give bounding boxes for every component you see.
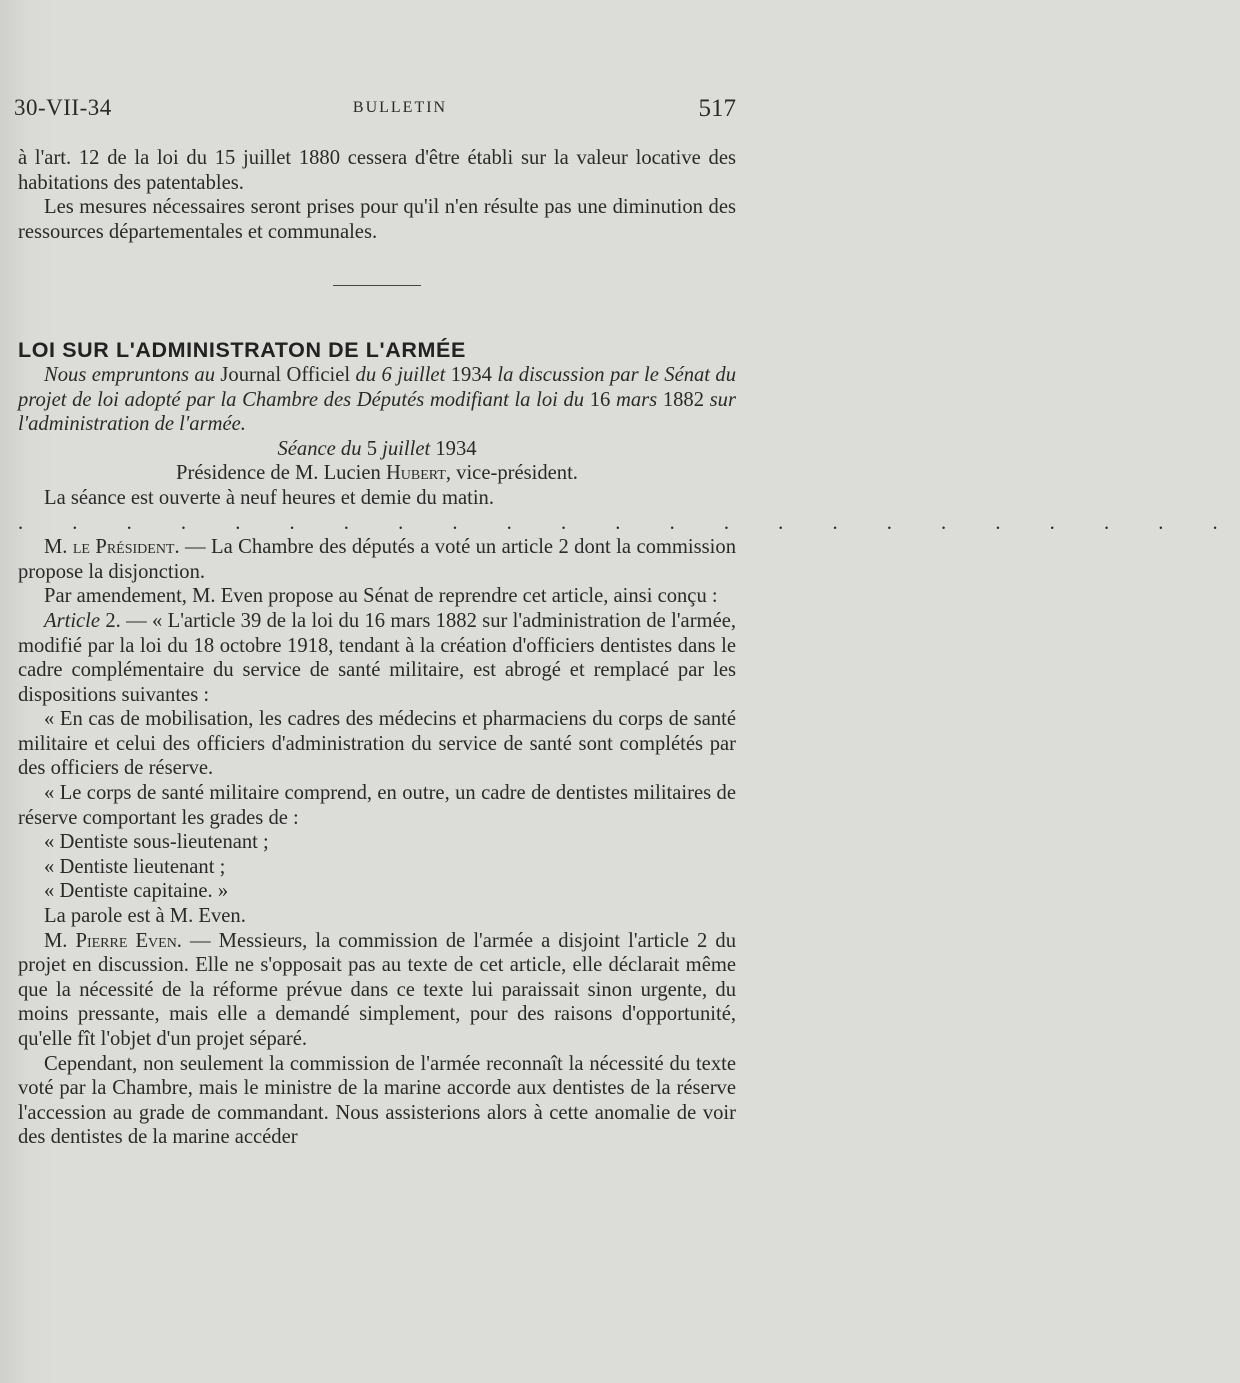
grade-line: « Dentiste lieutenant ; (44, 855, 226, 878)
header-title: BULLETIN (352, 99, 448, 116)
even-paragraph: M. Pierre Even. — Messieurs, la commission de l'armée a disjoint l'article 2 du projet en discussion. Elle ne s'opposait pas au texte de cet article, elle déclarait même que la nécessité de la réforme prévue dans ce texte lui paraissait sinon urgente, du moins pressante, mais elle a demandé simplement, pour des raisons d'opportunité, qu'elle fît l'objet d'un projet séparé. (18, 929, 736, 1050)
speaker-name: M. le Président. (44, 536, 180, 559)
body-text (18, 146, 1240, 1150)
cependant-paragraph: Cependant, non seulement la commission de l'armée reconnaît la nécessité du texte voté par la Chambre, mais le ministre de la marine accorde aux dentistes de la réserve l'accession au grade de commandant. Nous assisterions alors à cette anomalie de voir des dentistes de la marine accéder (18, 1052, 736, 1149)
article-paragraph: Article 2. — « L'article 39 de la loi du 16 mars 1882 sur l'administration de l'armée, modifié par la loi du 18 octobre 1918, tendant à la création d'officiers dentistes dans le cadre complémentaire du service de santé militaire, est abrogé et remplacé par les dispositions suivantes : (18, 609, 736, 706)
intro-paragraph: Nous empruntons au Journal Officiel du 6 juillet 1934 la discussion par le Sénat du projet de loi adopté par la Chambre des Députés modifiant la loi du 16 mars 1882 sur l'administration de l'armée. (18, 363, 737, 436)
section-divider (333, 285, 421, 286)
corps-paragraph: « Le corps de santé militaire comprend, en outre, un cadre de dentistes militaires de réserve comportant les grades de : (18, 782, 736, 829)
header-date: 30-VII-34 (14, 95, 112, 120)
running-header (0, 95, 800, 125)
amendement-paragraph: Par amendement, M. Even propose au Sénat de reprendre cet article, ainsi conçu : (44, 585, 718, 608)
presidence-line: Présidence de M. Lucien Hubert, vice-président. (176, 462, 578, 485)
continuation-paragraph: à l'art. 12 de la loi du 15 juillet 1880 cessera d'être établi sur la valeur locative des habitations des patentables. (18, 147, 736, 194)
section-title: LOI SUR L'ADMINISTRATON DE L'ARMÉE (18, 338, 466, 363)
page-number: 517 (698, 95, 736, 122)
speaker-name: M. Pierre Even. (44, 929, 182, 952)
seance-heading: Séance du 5 juillet 1934 (277, 437, 477, 460)
president-paragraph: M. le Président. — La Chambre des députés a voté un article 2 dont la commission propose la disjonction. (18, 536, 736, 583)
grade-line: « Dentiste sous-lieutenant ; (44, 831, 269, 854)
opening-line: La séance est ouverte à neuf heures et demie du matin. (44, 486, 495, 509)
parole-line: La parole est à M. Even. (44, 905, 246, 928)
ellipsis-separator: . . . . . . . . . . . . . . . . . . . . . . . (18, 511, 1240, 534)
continuation-paragraph-2: Les mesures nécessaires seront prises pour qu'il n'en résulte pas une diminution des ressources départementales et communales. (18, 196, 736, 243)
mobilisation-paragraph: « En cas de mobilisation, les cadres des médecins et pharmaciens du corps de santé militaire et celui des officiers d'administration du service de santé sont complétés par des officiers de réserve. (18, 708, 736, 780)
grade-line: « Dentiste capitaine. » (44, 880, 229, 903)
